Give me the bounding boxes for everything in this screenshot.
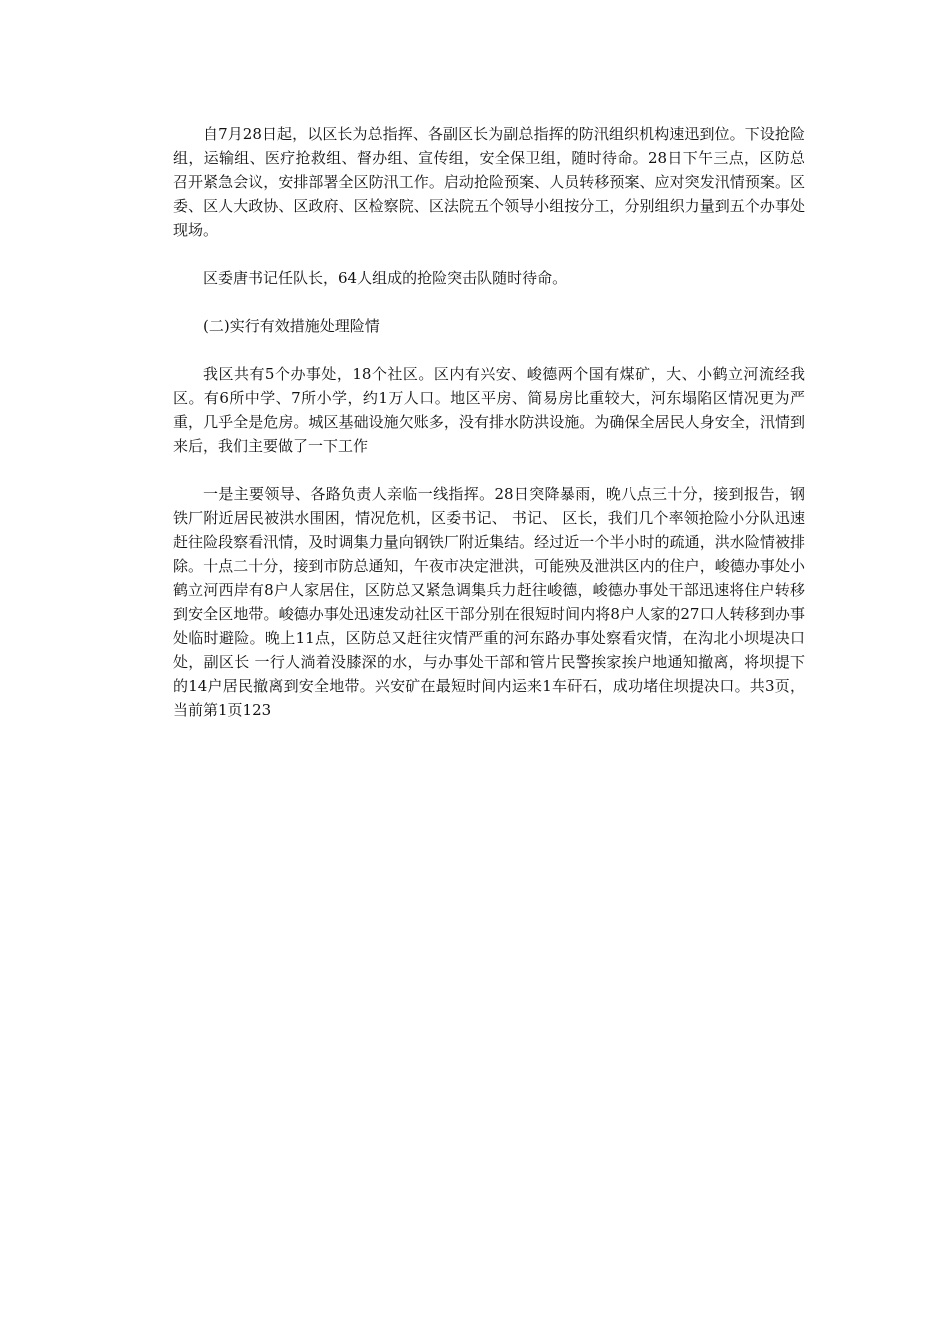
paragraph-command-actions: 一是主要领导、各路负责人亲临一线指挥。28日突降暴雨，晚八点三十分，接到报告，钢铁厂附近居民被洪水围困，情况危机，区委书记、 书记、 区长，我们几个率领抢险小分队迅速赶往险段察看汛情，及时调集力量向钢铁厂附近集结。经过近一个半小时的疏通，洪水险情被排除。十点二十分，接到市防总通知，午夜市决定泄洪，可能殃及泄洪区内的住户，峻德办事处小鹤立河西岸有8户人家居住，区防总又紧急调集兵力赶往峻德，峻德办事处干部迅速将住户转移到安全区地带。峻德办事处迅速发动社区干部分别在很短时间内将8户人家的27口人转移到办事处临时避险。晚上11点，区防总又赶往灾情严重的河东路办事处察看灾情，在沟北小坝堤决口处，副区长 一行人淌着没膝深的水，与办事处干部和管片民警挨家挨户地通知撤离，将坝提下的14户居民撤离到安全地带。兴安矿在最短时间内运来1车矸石，成功堵住坝提决口。共3页，当前第1页123 [173, 485, 805, 719]
paragraph-assault-team: 区委唐书记任队长，64人组成的抢险突击队随时待命。 [203, 269, 568, 287]
document-body [173, 122, 805, 722]
paragraph-district-overview: 我区共有5个办事处，18个社区。区内有兴安、峻德两个国有煤矿，大、小鹤立河流经我区。有6所中学、7所小学，约1万人口。地区平房、简易房比重较大，河东塌陷区情况更为严重，几乎全是危房。城区基础设施欠账多，没有排水防洪设施。为确保全居民人身安全，汛情到来后，我们主要做了一下工作 [173, 365, 805, 455]
paragraph-organization: 自7月28日起，以区长为总指挥、各副区长为副总指挥的防汛组织机构速迅到位。下设抢险组，运输组、医疗抢救组、督办组、宣传组，安全保卫组，随时待命。28日下午三点，区防总召开紧急会议，安排部署全区防汛工作。启动抢险预案、人员转移预案、应对突发汛情预案。区委、区人大政协、区政府、区检察院、区法院五个领导小组按分工，分别组织力量到五个办事处现场。 [173, 125, 805, 239]
section-heading: (二)实行有效措施处理险情 [203, 317, 380, 335]
